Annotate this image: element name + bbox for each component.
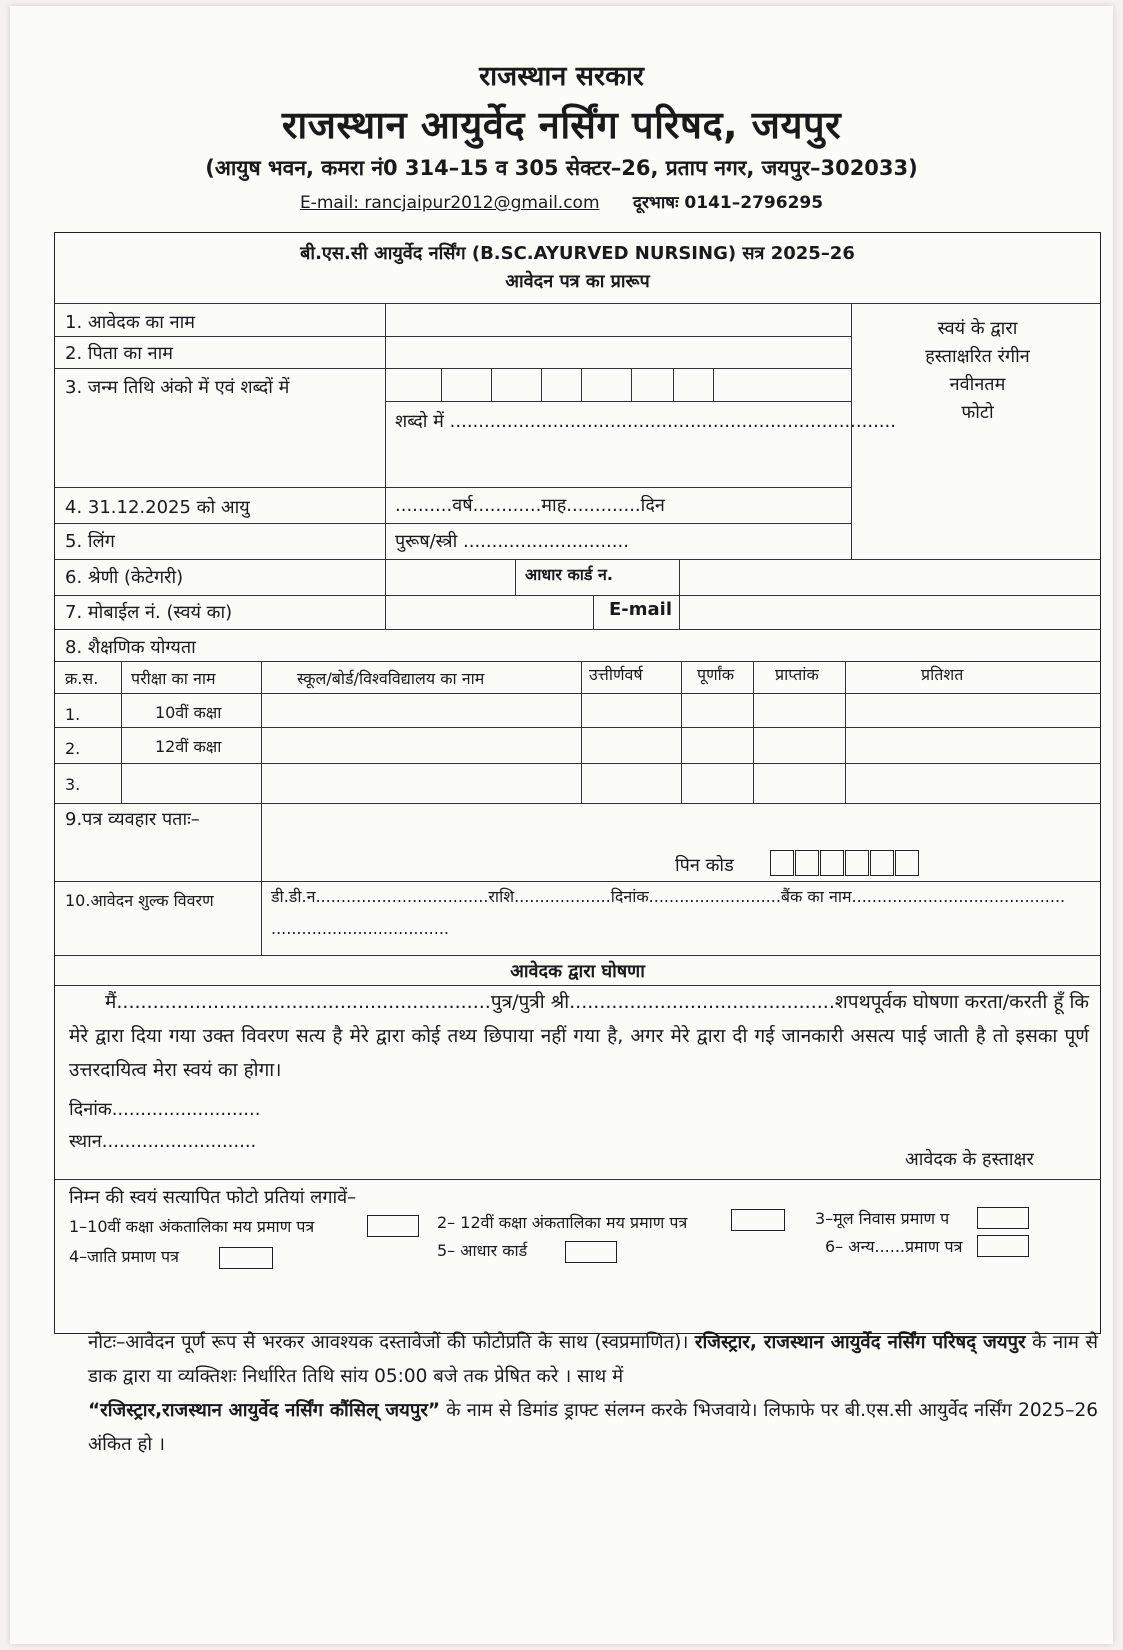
attachment-item: 6– अन्य......प्रमाण पत्र xyxy=(825,1237,963,1256)
council-heading: राजस्थान आयुर्वेद नर्सिंग परिषद, जयपुर xyxy=(281,103,842,147)
attachment-checkbox[interactable] xyxy=(565,1241,617,1263)
table-row-sn: 2. xyxy=(65,739,81,758)
contact-line xyxy=(10,190,1113,213)
attachment-item: 3–मूल निवास प्रमाण प xyxy=(815,1209,950,1228)
divider xyxy=(55,523,851,524)
table-row-10th[interactable] xyxy=(263,695,1099,727)
divider xyxy=(55,368,851,369)
document-sheet xyxy=(10,6,1113,1644)
divider xyxy=(55,693,1100,694)
table-row-sn: 1. xyxy=(65,705,81,724)
signature-label: आवेदक के हस्ताक्षर xyxy=(905,1149,1034,1170)
divider xyxy=(679,559,680,595)
attachment-checkbox[interactable] xyxy=(977,1207,1029,1229)
divider xyxy=(55,661,1100,662)
divider xyxy=(55,595,1100,596)
table-header: प्राप्तांक xyxy=(775,665,819,684)
photo-label-3: नवीनतम xyxy=(949,374,1006,395)
note-dd-payee: “रजिस्ट्रार,राजस्थान आयुर्वेद नर्सिंग कौंसिल् जयपुर” xyxy=(88,1400,441,1421)
divider xyxy=(55,559,1100,560)
divider xyxy=(55,303,1100,304)
category-input[interactable] xyxy=(389,561,513,593)
note-text-2: के नाम से डाक द्वारा या व्यक्तिशः निर्धारित तिथि सांय 05:00 बजे तक प्रेषित करे । साथ में xyxy=(88,1332,1098,1387)
application-form xyxy=(54,232,1101,1334)
photo-label-2: हस्ताक्षरित रंगीन xyxy=(925,346,1030,367)
pincode-box[interactable] xyxy=(770,850,794,876)
address-line: (आयुष भवन, कमरा नं0 314–15 व 305 सेक्टर–26, प्रताप नगर, जयपुर–302033) xyxy=(205,156,918,180)
table-row-exam: 12वीं कक्षा xyxy=(155,737,222,756)
dob-words-field[interactable]: शब्दो में .............................................................................. xyxy=(395,411,896,432)
divider xyxy=(55,881,1100,882)
field-label-age: 4. 31.12.2025 को आयु xyxy=(65,497,250,518)
attachments-title: निम्न की स्वयं सत्यापित फोटो प्रतियां लगावें– xyxy=(69,1187,357,1208)
declaration-place[interactable]: स्थान........................... xyxy=(69,1131,257,1152)
attachment-checkbox[interactable] xyxy=(977,1235,1029,1257)
pincode-label: पिन कोड xyxy=(675,855,734,876)
divider xyxy=(55,727,1100,728)
contact-phone: दूरभाषः 0141–2796295 xyxy=(632,193,824,213)
field-label-gender: 5. लिंग xyxy=(65,531,115,552)
field-label-address: 9.पत्र व्यवहार पताः– xyxy=(65,809,200,830)
age-field[interactable]: ..........वर्ष............माह.............दिन xyxy=(395,495,665,516)
dob-digits-input[interactable] xyxy=(389,370,849,400)
table-row-other[interactable] xyxy=(123,765,1099,801)
divider xyxy=(593,595,594,629)
divider xyxy=(55,487,851,488)
divider xyxy=(55,763,1100,764)
divider xyxy=(385,401,851,402)
note-text-1: नोटः–आवेदन पूर्ण रूप से भरकर आवश्यक दस्तावेजों की फोटोप्रति के साथ (स्वप्रमाणित)। xyxy=(88,1332,689,1353)
table-row-sn: 3. xyxy=(65,775,81,794)
field-label-qualification: 8. शैक्षणिक योग्यता xyxy=(65,637,196,658)
table-row-exam: 10वीं कक्षा xyxy=(155,703,222,722)
attachment-item: 1–10वीं कक्षा अंकतालिका मय प्रमाण पत्र xyxy=(69,1217,315,1236)
table-header: स्कूल/बोर्ड/विश्वविद्यालय का नाम xyxy=(297,669,485,688)
table-header: उत्तीर्णवर्ष xyxy=(589,665,643,684)
gender-field[interactable]: पुरूष/स्त्री ............................. xyxy=(395,531,629,552)
attachment-item: 4–जाति प्रमाण पत्र xyxy=(69,1247,179,1266)
field-label-dob: 3. जन्म तिथि अंको में एवं शब्दों में xyxy=(65,377,290,398)
field-label-name: 1. आवेदक का नाम xyxy=(65,312,196,333)
form-title: आवेदन पत्र का प्रारूप xyxy=(505,271,650,292)
divider xyxy=(261,803,262,955)
divider xyxy=(679,595,680,629)
attachment-item: 5– आधार कार्ड xyxy=(437,1241,528,1260)
divider xyxy=(55,336,851,337)
email-label: E-mail xyxy=(609,599,673,620)
attachment-checkbox[interactable] xyxy=(219,1247,273,1269)
table-header: प्रतिशत xyxy=(921,665,964,684)
divider xyxy=(515,559,516,595)
field-label-father: 2. पिता का नाम xyxy=(65,343,174,364)
divider xyxy=(55,803,1100,804)
note-registrar: रजिस्ट्रार, राजस्थान आयुर्वेद नर्सिंग परिषद् जयपुर xyxy=(694,1332,1026,1353)
pincode-box[interactable] xyxy=(895,850,919,876)
attachment-checkbox[interactable] xyxy=(367,1215,419,1237)
email-input[interactable] xyxy=(683,597,1099,627)
declaration-date[interactable]: दिनांक.......................... xyxy=(69,1099,261,1120)
photo-label-4: फोटो xyxy=(961,402,994,423)
divider xyxy=(385,303,386,629)
pincode-box[interactable] xyxy=(845,850,869,876)
govt-heading: राजस्थान सरकार xyxy=(479,61,644,92)
divider xyxy=(55,629,1100,630)
divider xyxy=(55,955,1100,956)
footer-note xyxy=(88,1326,1098,1462)
name-input[interactable] xyxy=(389,305,849,335)
course-title: बी.एस.सी आयुर्वेद नर्सिंग (B.SC.AYURVED NURSING) सत्र 2025–26 xyxy=(300,243,855,264)
pincode-box[interactable] xyxy=(795,850,819,876)
attachment-checkbox[interactable] xyxy=(731,1209,785,1231)
note-text-3: के नाम से डिमांड ड्राफ्ट संलग्न करके भिजवाये। लिफाफे पर बी.एस.सी आयुर्वेद नर्सिंग 2025–26 अंकित हो । xyxy=(88,1400,1098,1455)
contact-email[interactable]: E-mail: rancjaipur2012@gmail.com xyxy=(299,193,600,213)
table-header: क्र.स. xyxy=(65,669,99,688)
table-header: परीक्षा का नाम xyxy=(131,669,216,688)
pincode-box[interactable] xyxy=(870,850,894,876)
field-label-category: 6. श्रेणी (केटेगरी) xyxy=(65,567,184,588)
declaration-text: मैं..............................................................पुत्र/पुत्री श्री............................................शपथपूर्वक घोषणा करता/करती हूँ कि मेरे द्वारा दिया गया उक्त विवरण सत्य है मेरे द्वारा कोई तथ्य छिपाया नहीं गया है, अगर मेरे द्वारा दी गई जानकारी असत्य पाई जाती है तो इसका पूर्ण उत्तरदायित्व मेरा स्वयं का होगा। xyxy=(69,991,1089,1081)
field-label-fee: 10.आवेदन शुल्क विवरण xyxy=(65,891,214,910)
table-row-12th[interactable] xyxy=(263,729,1099,761)
aadhar-label: आधार कार्ड न. xyxy=(525,565,613,584)
declaration-title: आवेदक द्वारा घोषणा xyxy=(510,961,645,982)
aadhar-input[interactable] xyxy=(683,561,1099,593)
pincode-box[interactable] xyxy=(820,850,844,876)
divider xyxy=(121,661,122,803)
father-name-input[interactable] xyxy=(389,338,849,368)
fee-details-field[interactable]: डी.डी.न..................................राशि...................दिनांक..........................बैंक का नाम.......................................... xyxy=(271,887,1066,906)
table-header: पूर्णांक xyxy=(697,665,735,684)
divider xyxy=(55,1179,1100,1180)
attachment-item: 2– 12वीं कक्षा अंकतालिका मय प्रमाण पत्र xyxy=(437,1213,688,1232)
photo-label-1: स्वयं के द्वारा xyxy=(937,318,1018,339)
mobile-input[interactable] xyxy=(389,597,589,627)
field-label-mobile: 7. मोबाईल नं. (स्वयं का) xyxy=(65,602,233,623)
fee-details-field-2[interactable]: ................................... xyxy=(271,919,450,938)
